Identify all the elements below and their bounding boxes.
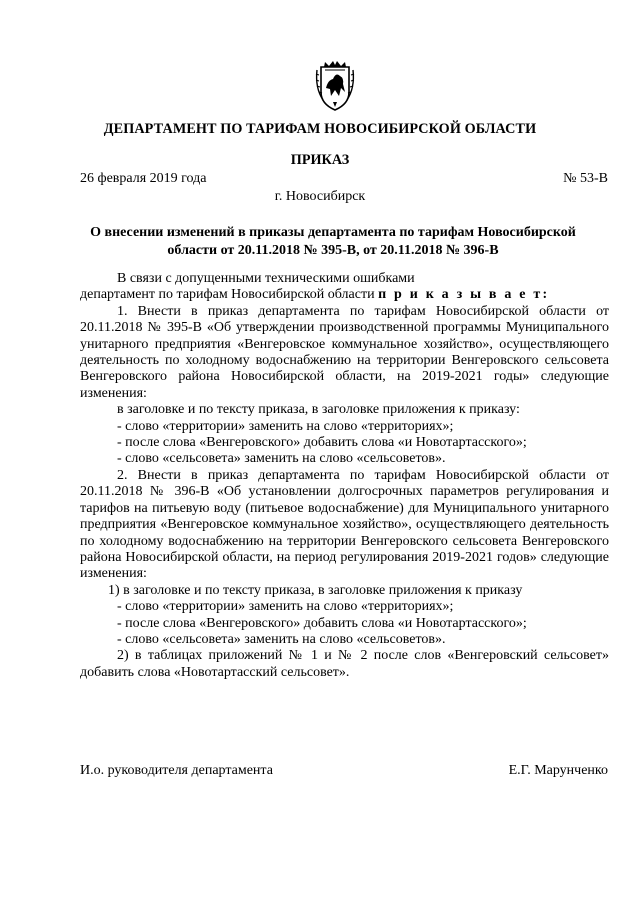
item-1-change: - после слова «Венгеровского» добавить слова «и Новотартасского»; [117, 435, 527, 451]
subject-line: О внесении изменений в приказы департамента по тарифам Новосибирской [90, 225, 576, 240]
intro-text: департамент по тарифам Новосибирской области [80, 287, 375, 303]
document-body [80, 271, 609, 681]
department-name: ДЕПАРТАМЕНТ ПО ТАРИФАМ НОВОСИБИРСКОЙ ОБЛАСТИ [103, 121, 537, 137]
document-subject [60, 224, 606, 260]
item-2-paragraph: 2. Внести в приказ департамента по тарифам Новосибирской области от 20.11.2018 № 396-В «Об установлении долгосрочных параметров регулирования и тарифов на питьевую воду (питьевое водоснабжение) для Муниципального унитарного предприятия «Венгеровское коммунальное хозяйство», осуществляющего деятельность по холодному водоснабжению на территории Венгеровского сельсовета Венгеровского района Новосибирской области, на период регулирования 2019-2021 годов» следующие изменения: [80, 467, 609, 582]
document-type: ПРИКАЗ [290, 152, 350, 168]
item-1-paragraph: 1. Внести в приказ департамента по тарифам Новосибирской области от 20.11.2018 № 395-В «Об утверждении производственной программы Муниципального унитарного предприятия «Венгеровское коммунальное хозяйство», осуществляющего деятельность по холодному водоснабжению на территории Венгеровского сельсовета Венгеровского района Новосибирской области, на 2019-2021 годы» следующие изменения: [80, 303, 609, 401]
item-1-subtitle: в заголовке и по тексту приказа, в заголовке приложения к приказу: [117, 402, 520, 418]
item-2-table-change: 2) в таблицах приложений № 1 и № 2 после слов «Венгеровский сельсовет» добавить слова «Новотартасский сельсовет». [80, 648, 609, 680]
document-number: № 53-В [563, 171, 608, 186]
document-city: г. Новосибирск [274, 189, 366, 204]
item-2-subtitle: 1) в заголовке и по тексту приказа, в заголовке приложения к приказу [108, 582, 523, 598]
item-2-change: - после слова «Венгеровского» добавить слова «и Новотартасского»; [117, 615, 527, 631]
item-2-change: - слово «сельсовета» заменить на слово «сельсоветов». [117, 631, 446, 647]
subject-line: области от 20.11.2018 № 395-В, от 20.11.2018 № 396-В [167, 243, 499, 258]
item-1-change: - слово «сельсовета» заменить на слово «сельсоветов». [117, 451, 446, 467]
novosibirsk-coat-of-arms-icon [313, 58, 357, 114]
signatory-name: Е.Г. Марунченко [508, 763, 608, 778]
intro-line: В связи с допущенными техническими ошибками [117, 271, 415, 286]
signatory-position: И.о. руководителя департамента [80, 763, 273, 778]
document-date: 26 февраля 2019 года [80, 171, 207, 186]
item-1-change: - слово «территории» заменить на слово «территориях»; [117, 418, 454, 434]
orders-word: п р и к а з ы в а е т: [378, 287, 550, 303]
item-2-change: - слово «территории» заменить на слово «территориях»; [117, 599, 454, 615]
intro-line [80, 287, 609, 303]
